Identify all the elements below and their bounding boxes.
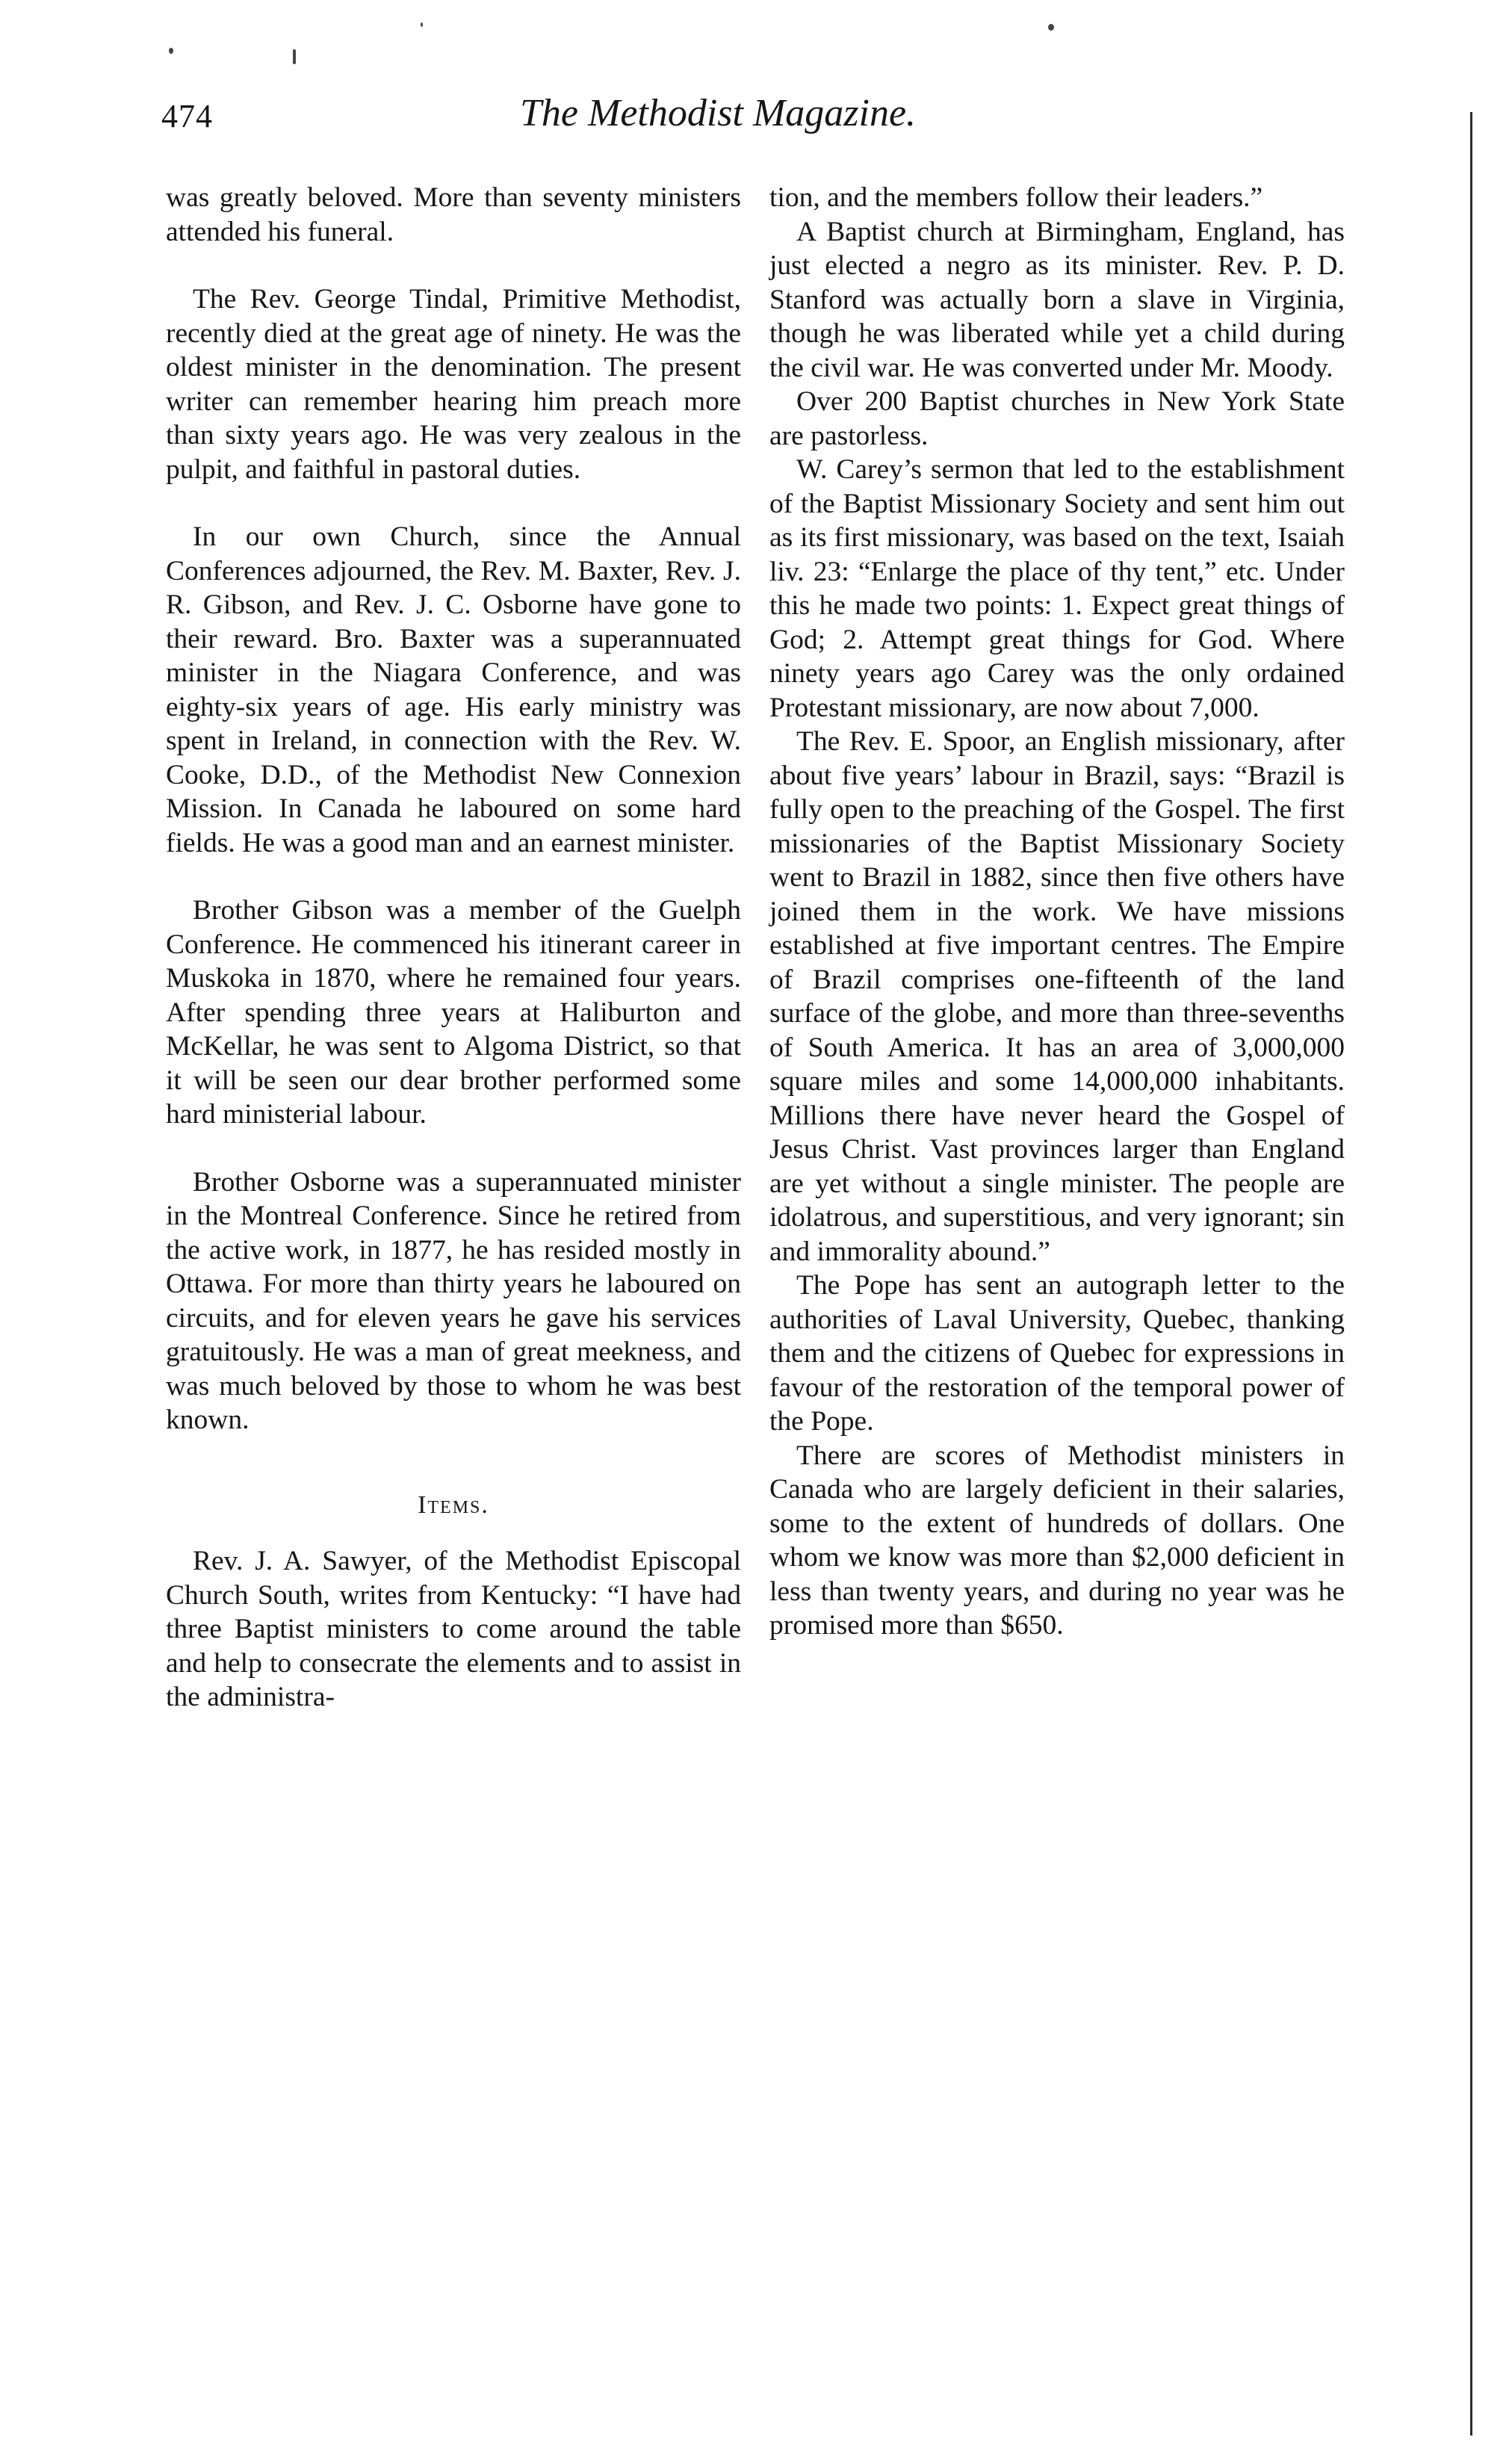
- paragraph-tindal: The Rev. George Tindal, Primitive Methodist, recently died at the great age of ninety. He was the oldest minister in the denomination. The present writer can remember hearing him preach more than sixty years ago. He was very zealous in the pulpit, and faithful in pastoral duties.: [166, 284, 741, 485]
- scan-speck: [1048, 24, 1054, 31]
- right-column: [769, 181, 1345, 1643]
- section-heading-items: Items.: [418, 1490, 489, 1519]
- left-column: [166, 181, 741, 1715]
- paragraph-new-york: Over 200 Baptist churches in New York State are pastorless.: [769, 386, 1345, 451]
- scan-speck: [293, 49, 296, 64]
- running-title: The Methodist Magazine.: [520, 92, 917, 134]
- scan-speck: [421, 22, 423, 27]
- scan-edge-rule: [1470, 112, 1472, 2436]
- page-header: [161, 88, 1327, 155]
- paragraph-gibson: Brother Gibson was a member of the Guelph Conference. He commenced his itinerant career in Muskoka in 1870, where he remained four years. After spending three years at Haliburton and McKellar, he was sent to Algoma District, so that it will be seen our dear brother performed some hard ministerial labour.: [166, 895, 741, 1130]
- paragraph-osborne: Brother Osborne was a superannuated minister in the Montreal Conference. Since he retired from the active work, in 1877, he has resided mostly in Ottawa. For more than thirty years he laboured on circuits, and for eleven years he gave his services gratuitously. He was a man of great meekness, and was much beloved by those to whom he was best known.: [166, 1166, 741, 1435]
- scan-speck: [169, 48, 173, 54]
- paragraph-sawyer: Rev. J. A. Sawyer, of the Methodist Episcopal Church South, writes from Kentucky: “I have had three Baptist ministers to come around the table and help to consecrate the elements and to assist in the administra-: [166, 1546, 741, 1712]
- paragraph-sawyer-continued: tion, and the members follow their leaders.”: [769, 182, 1263, 213]
- paragraph-salaries: There are scores of Methodist ministers in Canada who are largely deficient in their salaries, some to the extent of hundreds of dollars. One whom we know was more than $2,000 deficient in less than twenty years, and during no year was he promised more than $650.: [769, 1440, 1345, 1641]
- paragraph-pope: The Pope has sent an autograph letter to the authorities of Laval University, Quebec, thanking them and the citizens of Quebec for expressions in favour of the restoration of the temporal power of the Pope.: [769, 1270, 1345, 1437]
- paragraph-tindal-funeral-end: was greatly beloved. More than seventy ministers attended his funeral.: [166, 182, 741, 247]
- paragraph-carey: W. Carey’s sermon that led to the establishment of the Baptist Missionary Society and sent him out as its first missionary, was based on the text, Isaiah liv. 23: “Enlarge the place of thy tent,” etc. Under this he made two points: 1. Expect great things of God; 2. Attempt great things for God. Where ninety years ago Carey was the only ordained Protestant missionary, are now about 7,000.: [769, 454, 1345, 723]
- page-number: 474: [161, 98, 213, 134]
- paragraph-church-deaths: In our own Church, since the Annual Conferences adjourned, the Rev. M. Baxter, Rev. J. R. Gibson, and Rev. J. C. Osborne have gone to their reward. Bro. Baxter was a superannuated minister in the Niagara Conference, and was eighty-six years of age. His early ministry was spent in Ireland, in connection with the Rev. W. Cooke, D.D., of the Methodist New Connexion Mission. In Canada he laboured on some hard fields. He was a good man and an earnest minister.: [166, 521, 741, 858]
- paragraph-spoor-brazil: The Rev. E. Spoor, an English missionary, after about five years’ labour in Brazil, says: “Brazil is fully open to the preaching of the Gospel. The first missionaries of the Baptist Missionary Society went to Brazil in 1882, since then five others have joined them in the work. We have missions established at five important centres. The Empire of Brazil comprises one-fifteenth of the land surface of the globe, and more than three-sevenths of South America. It has an area of 3,000,000 square miles and some 14,000,000 inhabitants. Millions there have never heard the Gospel of Jesus Christ. Vast provinces larger than England are yet without a single minister. The people are idolatrous, and superstitious, and very ignorant; sin and immorality abound.”: [769, 726, 1345, 1267]
- paragraph-birmingham: A Baptist church at Birmingham, England, has just elected a negro as its minister. Rev. P. D. Stanford was actually born a slave in Virginia, though he was liberated while yet a child during the civil war. He was converted under Mr. Moody.: [769, 216, 1345, 383]
